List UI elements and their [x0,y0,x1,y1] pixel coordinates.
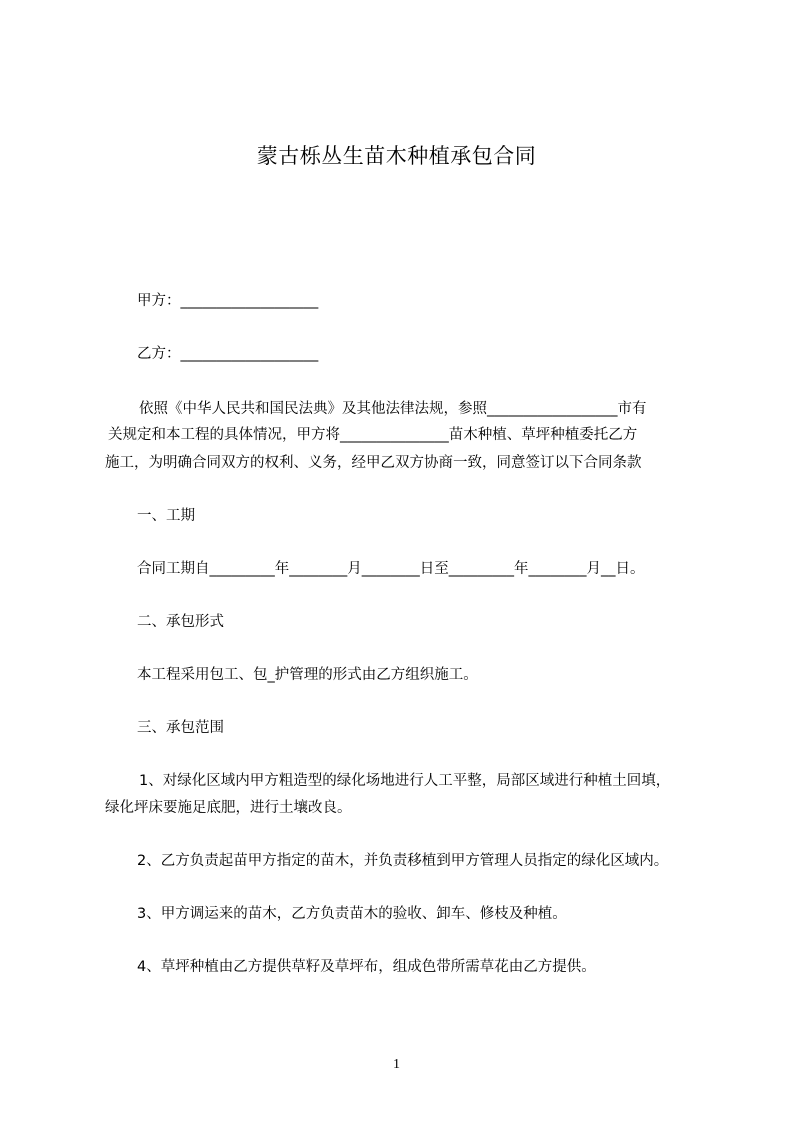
intro-line-2: 关规定和本工程的具体情况，甲方将_______________苗木种植、草坪种植委托乙方 [108,427,638,443]
party-a-line: 甲方：___________________ [137,293,319,309]
intro-line-3: 施工，为明确合同双方的权利、义务，经甲乙双方协商一致，同意签订以下合同条款 [105,455,642,471]
party-b-line: 乙方：___________________ [137,346,319,362]
page-number: 1 [393,1057,400,1072]
scope-item-4: 4、草坪种植由乙方提供草籽及草坪布，组成色带所需草花由乙方提供。 [137,959,596,975]
scope-item-3: 3、甲方调运来的苗木，乙方负责苗木的验收、卸车、修枝及种植。 [137,906,567,922]
scope-item-2: 2、乙方负责起苗甲方指定的苗木，并负责移植到甲方管理人员指定的绿化区域内。 [137,853,669,869]
section-form-text: 本工程采用包工、包_护管理的形式由乙方组织施工。 [137,667,478,683]
section-period-text: 合同工期自_________年________月________日至_________年________月__日。 [137,561,645,577]
section-form-heading: 二、承包形式 [137,614,224,630]
section-scope-heading: 三、承包范围 [137,720,224,736]
intro-line-1: 依照《中华人民共和国民法典》及其他法律法规，参照__________________市有 [139,401,647,417]
scope-item-1-line-2: 绿化坪床要施足底肥，进行土壤改良。 [105,800,352,816]
scope-item-1-line-1: 1、对绿化区域内甲方粗造型的绿化场地进行人工平整，局部区域进行种植土回填， [139,773,671,789]
section-period-heading: 一、工期 [137,508,195,524]
document-title: 蒙古栎丛生苗木种植承包合同 [256,144,537,168]
